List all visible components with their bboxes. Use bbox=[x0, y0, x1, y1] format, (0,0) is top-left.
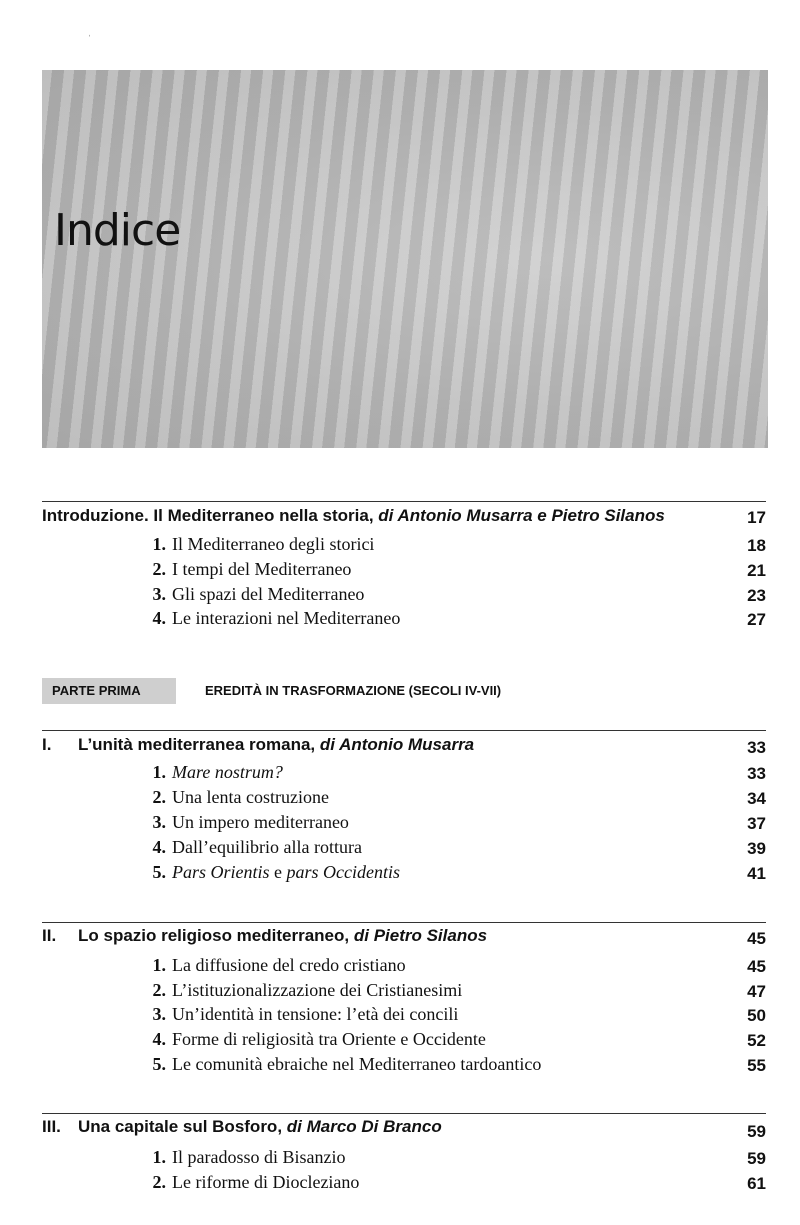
section-title: Le comunità ebraiche nel Mediterraneo tardoantico bbox=[172, 1054, 542, 1074]
section-number: 2. bbox=[152, 980, 166, 1000]
chapter-heading bbox=[78, 926, 487, 946]
chapter-heading bbox=[78, 1117, 442, 1137]
section-title: Un impero mediterraneo bbox=[172, 812, 349, 832]
page-title: Indice bbox=[54, 205, 181, 256]
page-number: 59 bbox=[747, 1122, 766, 1141]
chapter-number: I. bbox=[42, 735, 52, 754]
section-title: I tempi del Mediterraneo bbox=[172, 559, 352, 579]
toc-section[interactable] bbox=[42, 1172, 766, 1196]
toc-section[interactable] bbox=[42, 1147, 766, 1171]
chapter-title: Lo spazio religioso mediterraneo, bbox=[78, 926, 350, 945]
section-number: 2. bbox=[152, 559, 166, 579]
section-title: Mare nostrum? bbox=[172, 762, 283, 782]
divider bbox=[42, 922, 766, 923]
chapter-author: di Pietro Silanos bbox=[353, 926, 488, 945]
section-title bbox=[172, 862, 400, 883]
chapter-number: III. bbox=[42, 1117, 61, 1136]
intro-author: di Antonio Musarra e Pietro Silanos bbox=[378, 506, 665, 525]
page-number: 45 bbox=[747, 929, 766, 948]
section-number: 4. bbox=[152, 837, 166, 857]
intro-heading bbox=[42, 506, 665, 526]
section-number: 1. bbox=[152, 534, 166, 554]
toc-section[interactable] bbox=[42, 762, 766, 786]
section-title: Le riforme di Diocleziano bbox=[172, 1172, 360, 1192]
section-title: Il Mediterraneo degli storici bbox=[172, 534, 375, 554]
divider bbox=[42, 730, 766, 731]
section-number: 4. bbox=[152, 608, 166, 628]
toc-entry-chapter[interactable] bbox=[42, 735, 766, 759]
page-number: 50 bbox=[747, 1006, 766, 1025]
toc-section[interactable] bbox=[42, 812, 766, 836]
section-title-part: e bbox=[269, 862, 287, 882]
toc-entry-introduction[interactable] bbox=[42, 506, 766, 530]
section-title: Una lenta costruzione bbox=[172, 787, 329, 807]
section-number: 1. bbox=[152, 1147, 166, 1167]
page-number: 47 bbox=[747, 982, 766, 1001]
section-title: Il paradosso di Bisanzio bbox=[172, 1147, 346, 1167]
toc-entry-chapter[interactable] bbox=[42, 926, 766, 950]
page-number: 61 bbox=[747, 1174, 766, 1193]
divider bbox=[42, 1113, 766, 1114]
page-number: 27 bbox=[747, 610, 766, 629]
page-number: 23 bbox=[747, 586, 766, 605]
title-banner bbox=[42, 70, 768, 448]
scan-mark: ˌ bbox=[88, 26, 92, 37]
section-number: 1. bbox=[152, 955, 166, 975]
toc-section[interactable] bbox=[42, 837, 766, 861]
chapter-heading bbox=[78, 735, 474, 755]
page-number: 21 bbox=[747, 561, 766, 580]
page-number: 33 bbox=[747, 764, 766, 783]
toc-section[interactable] bbox=[42, 862, 766, 886]
toc-section[interactable] bbox=[42, 584, 766, 608]
page-number: 18 bbox=[747, 536, 766, 555]
section-number: 2. bbox=[152, 1172, 166, 1192]
section-title: L’istituzionalizzazione dei Cristianesimi bbox=[172, 980, 463, 1000]
page-number: 59 bbox=[747, 1149, 766, 1168]
toc-section[interactable] bbox=[42, 608, 766, 632]
page-number: 55 bbox=[747, 1056, 766, 1075]
toc-section[interactable] bbox=[42, 787, 766, 811]
page-number: 52 bbox=[747, 1031, 766, 1050]
toc-section[interactable] bbox=[42, 1004, 766, 1028]
section-number: 4. bbox=[152, 1029, 166, 1049]
intro-title: Introduzione. Il Mediterraneo nella storia, bbox=[42, 506, 374, 525]
part-title: EREDITÀ IN TRASFORMAZIONE (SECOLI IV-VII) bbox=[205, 683, 502, 698]
page-number: 17 bbox=[747, 508, 766, 527]
section-number: 1. bbox=[152, 762, 166, 782]
toc-section[interactable] bbox=[42, 1054, 766, 1078]
section-title: Forme di religiosità tra Oriente e Occidente bbox=[172, 1029, 486, 1049]
section-number: 2. bbox=[152, 787, 166, 807]
toc-section[interactable] bbox=[42, 559, 766, 583]
toc-section[interactable] bbox=[42, 980, 766, 1004]
page-number: 33 bbox=[747, 738, 766, 757]
page-number: 45 bbox=[747, 957, 766, 976]
section-title: Gli spazi del Mediterraneo bbox=[172, 584, 365, 604]
section-title: Un’identità in tensione: l’età dei concili bbox=[172, 1004, 459, 1024]
section-title: Dall’equilibrio alla rottura bbox=[172, 837, 362, 857]
part-label: PARTE PRIMA bbox=[52, 683, 141, 698]
section-number: 5. bbox=[152, 1054, 166, 1074]
section-title: Le interazioni nel Mediterraneo bbox=[172, 608, 401, 628]
toc-entry-chapter[interactable] bbox=[42, 1117, 766, 1141]
section-title-part: pars Occidentis bbox=[286, 862, 400, 882]
chapter-author: di Marco Di Branco bbox=[286, 1117, 442, 1136]
chapter-title: Una capitale sul Bosforo, bbox=[78, 1117, 283, 1136]
section-number: 5. bbox=[152, 862, 166, 882]
chapter-number: II. bbox=[42, 926, 57, 945]
chapter-title: L’unità mediterranea romana, bbox=[78, 735, 316, 754]
toc-section[interactable] bbox=[42, 534, 766, 558]
page-number: 41 bbox=[747, 864, 766, 883]
page-number: 37 bbox=[747, 814, 766, 833]
part-label-box bbox=[42, 678, 176, 704]
section-title-part: Pars Orientis bbox=[172, 862, 270, 882]
toc-section[interactable] bbox=[42, 1029, 766, 1053]
page-number: 34 bbox=[747, 789, 766, 808]
toc-section[interactable] bbox=[42, 955, 766, 979]
page-number: 39 bbox=[747, 839, 766, 858]
section-title: La diffusione del credo cristiano bbox=[172, 955, 406, 975]
section-number: 3. bbox=[152, 584, 166, 604]
section-number: 3. bbox=[152, 1004, 166, 1024]
divider bbox=[42, 501, 766, 502]
section-number: 3. bbox=[152, 812, 166, 832]
chapter-author: di Antonio Musarra bbox=[319, 735, 475, 754]
